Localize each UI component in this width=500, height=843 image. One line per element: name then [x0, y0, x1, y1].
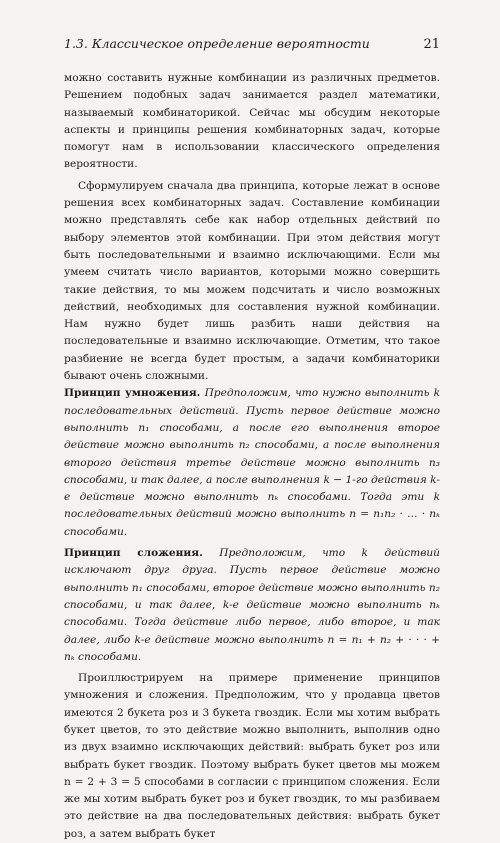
section-title: 1.3. Классическое определение вероятности — [64, 36, 370, 51]
running-head — [64, 36, 440, 52]
paragraph-continuation: можно составить нужные комбинации из различных предметов. Решением подобных задач занимается раздел математики, называемый комбинаторикой. Сейчас мы обсудим некоторые аспекты и принципы решения комбинаторных задач, которые помогут нам в использовании классического определения вероятности. — [64, 72, 440, 171]
page-body — [64, 70, 440, 843]
multiplication-principle-statement: Предположим, что нужно выполнить k последовательных действий. Пусть первое действие можно выполнить n₁ способами, а после его выполнения второе действие можно выполнить n₂ способами, а после выполнения второго действия третье действие можно выполнить n₃ способами, и так далее, а после выполнения k − 1-го действия k-е действие можно выполнить nₖ способами. Тогда эти k последовательных действий можно выполнить n = n₁n₂ · … · nₖ способами. — [64, 387, 441, 538]
addition-principle-heading: Принцип сложения. — [64, 547, 203, 560]
multiplication-principle-heading: Принцип умножения. — [64, 387, 201, 400]
page-number: 21 — [423, 37, 440, 52]
addition-principle — [64, 545, 440, 666]
addition-principle-statement: Предположим, что k действий исключают друг друга. Пусть первое действие можно выполнить n₁ способами, второе действие можно выполнить n₂ способами, и так далее, k-е действие можно выполнить nₖ способами. Тогда действие либо первое, либо второе, и так далее, либо k-е действие можно выполнить n = n₁ + n₂ + · · · + nₖ способами. — [64, 547, 441, 663]
multiplication-principle — [64, 385, 440, 541]
paragraph-two-principles: Сформулируем сначала два принципа, которые лежат в основе решения всех комбинаторных задач. Составление комбинации можно представлять себе как набор отдельных действий по выбору элементов этой комбинации. При этом действия могут быть последовательными и взаимно исключающими. Если мы умеем считать число вариантов, которыми можно совершить такие действия, то мы можем подсчитать и число возможных действий, необходимых для составления нужной комбинации. Нам нужно будет лишь разбить наши действия на последовательные и взаимно исключающие. Отметим, что такое разбиение не всегда будет простым, а задачи комбинаторики бывают очень сложными. — [64, 179, 440, 383]
paragraph-example: Проиллюстрируем на примере применение принципов умножения и сложения. Предположим, что у продавца цветов имеются 2 букета роз и 3 букета гвоздик. Если мы хотим выбрать букет цветов, то это действие можно выполнить, выполнив одно из двух взаимно исключающих действий: выбрать букет роз или выбрать букет гвоздик. Поэтому выбрать букет цветов мы можем n = 2 + 3 = 5 способами в согласии с принципом сложения. Если же мы хотим выбрать букет роз и букет гвоздик, то мы разбиваем это действие на два последовательных действия: выбрать букет роз, а затем выбрать букет — [64, 672, 440, 840]
